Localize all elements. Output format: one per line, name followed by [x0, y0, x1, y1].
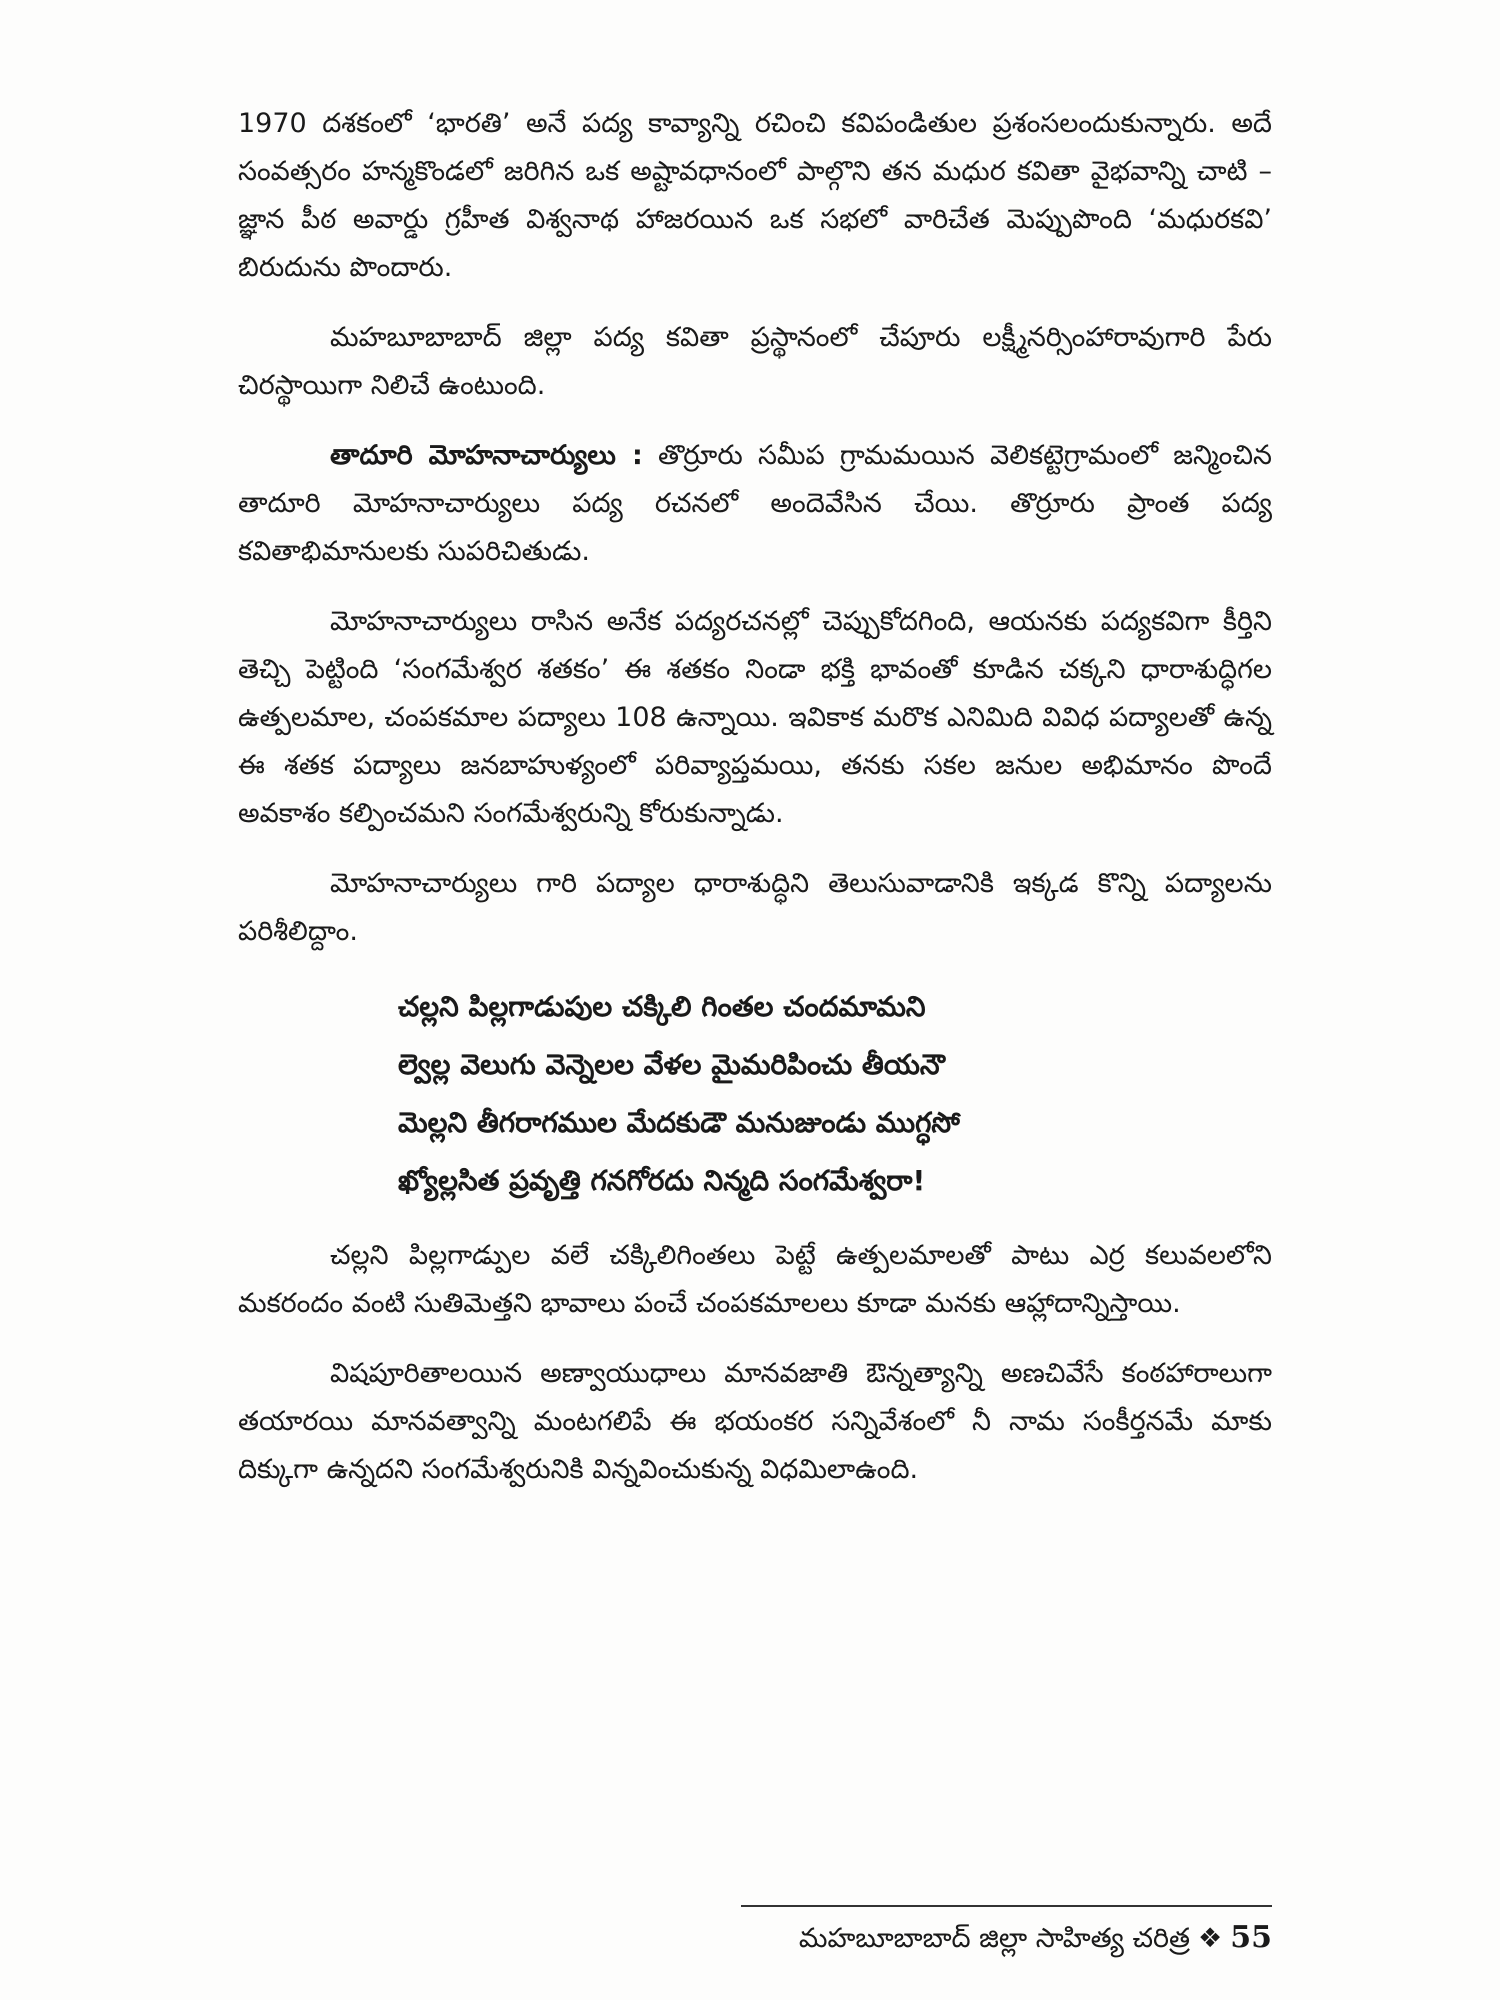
- section-heading-mohanacharyulu: తాదూరి మోహనాచార్యులు :: [330, 440, 643, 471]
- footer-rule: [741, 1905, 1272, 1907]
- paragraph-3: [238, 432, 1272, 576]
- paragraph-7: విషపూరితాలయిన అణ్వాయుధాలు మానవజాతి ఔన్నత్యాన్ని అణచివేసే కంఠహారాలుగా తయారయి మానవత్వాన్ని మంటగలిపే ఈ భయంకర సన్నివేశంలో నీ నామ సంకీర్తనమే మాకు దిక్కుగా ఉన్నదని సంగమేశ్వరునికి విన్నవించుకున్న విధమిలాఉంది.: [238, 1358, 1272, 1485]
- paragraph-4: మోహనాచార్యులు రాసిన అనేక పద్యరచనల్లో చెప్పుకోదగింది, ఆయనకు పద్యకవిగా కీర్తిని తెచ్చి పెట్టింది ‘సంగమేశ్వర శతకం’ ఈ శతకం నిండా భక్తి భావంతో కూడిన చక్కని ధారాశుద్ధిగల ఉత్పలమాల, చంపకమాల పద్యాలు 108 ఉన్నాయి. ఇవికాక మరొక ఎనిమిది వివిధ పద్యాలతో ఉన్న ఈ శతక పద్యాలు జనబాహుళ్యంలో పరివ్యాప్తమయి, తనకు సకల జనుల అభిమానం పొందే అవకాశం కల్పించమని సంగమేశ్వరున్ని కోరుకున్నాడు.: [238, 606, 1272, 829]
- footer-separator-icon: ❖: [1198, 1923, 1223, 1954]
- paragraph-3-body: తొర్రూరు సమీప గ్రామమయిన వెలికట్టెగ్రామంలో జన్మించిన తాదూరి మోహనాచార్యులు పద్య రచనలో అందెవేసిన చేయి. తొర్రూరు ప్రాంత పద్య కవితాభిమానులకు సుపరిచితుడు.: [238, 440, 1272, 567]
- poem-line-1: చల్లని పిల్లగాడుపుల చక్కిలి గింతల చందమామని: [398, 990, 926, 1023]
- poem-line-3: మెల్లని తీగరాగముల మేదకుడౌ మనుజుండు ముగ్ధసో: [398, 1106, 960, 1139]
- poem-line-2: ల్వెల్ల వెలుగు వెన్నెలల వేళల మైమరిపించు తీయనౌ: [398, 1048, 946, 1081]
- page-footer: [799, 1916, 1272, 1961]
- paragraph-6: చల్లని పిల్లగాడ్పుల వలే చక్కిలిగింతలు పెట్టే ఉత్పలమాలతో పాటు ఎర్ర కలువలలోని మకరందం వంటి సుతిమెత్తని భావాలు పంచే చంపకమాలలు కూడా మనకు ఆహ్లాదాన్నిస్తాయి.: [238, 1240, 1272, 1319]
- paragraph-5: మోహనాచార్యులు గారి పద్యాల ధారాశుద్ధిని తెలుసువాడానికి ఇక్కడ కొన్ని పద్యాలను పరిశీలిద్దాం.: [238, 868, 1272, 947]
- body-text: [238, 100, 1272, 1516]
- poem-line-4: ఖ్యోల్లసిత ప్రవృత్తి గనగోరదు నిన్మది సంగమేశ్వరా!: [398, 1164, 926, 1197]
- page-number: 55: [1230, 1920, 1272, 1955]
- footer-book-title: మహబూబాబాద్ జిల్లా సాహిత్య చరిత్ర: [798, 1923, 1191, 1954]
- paragraph-2: మహబూబాబాద్ జిల్లా పద్య కవితా ప్రస్థానంలో చేపూరు లక్ష్మీనర్సింహారావుగారి పేరు చిరస్థాయిగా నిలిచే ఉంటుంది.: [238, 322, 1272, 401]
- paragraph-1: 1970 దశకంలో ‘భారతి’ అనే పద్య కావ్యాన్ని రచించి కవిపండితుల ప్రశంసలందుకున్నారు. అదే సంవత్సరం హన్మకొండలో జరిగిన ఒక అష్టావధానంలో పాల్గొని తన మధుర కవితా వైభవాన్ని చాటి – జ్ఞాన పీఠ అవార్డు గ్రహీత విశ్వనాథ హాజరయిన ఒక సభలో వారిచేత మెప్పుపొంది ‘మధురకవి’ బిరుదును పొందారు.: [238, 108, 1272, 283]
- poem-verse: [238, 978, 1272, 1210]
